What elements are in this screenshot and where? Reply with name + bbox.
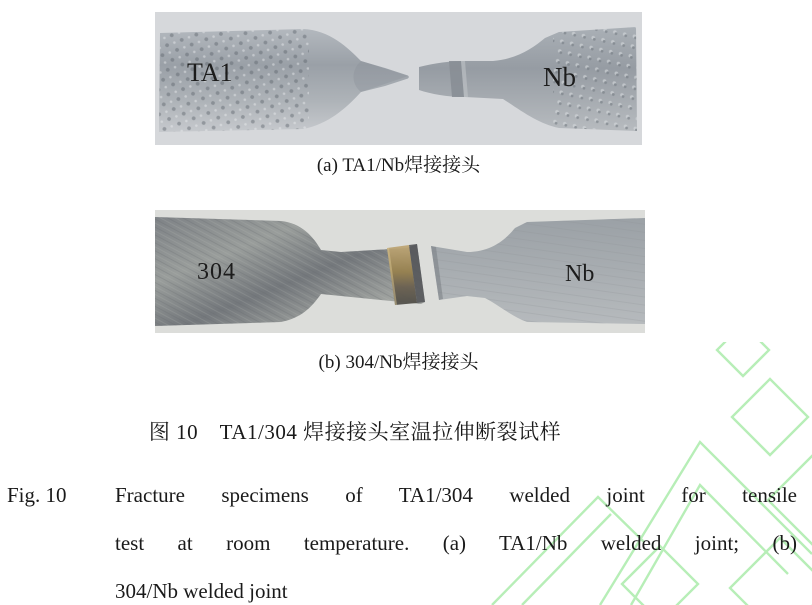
specimen-b-right-piece bbox=[431, 216, 645, 328]
subcaption-b: (b) 304/Nb焊接接头 bbox=[318, 352, 479, 373]
specimen-label-ta1: TA1 bbox=[187, 58, 233, 87]
subcaption-a: (a) TA1/Nb焊接接头 bbox=[316, 155, 481, 176]
decoration-diamond-2 bbox=[717, 342, 769, 376]
specimen-label-304: 304 bbox=[197, 259, 236, 285]
specimen-label-nb-b: Nb bbox=[565, 261, 595, 287]
figure-caption-en bbox=[7, 471, 797, 605]
figure-caption-zh: 图 10 TA1/304 焊接接头室温拉伸断裂试样 bbox=[148, 420, 562, 444]
caption-en-line-3: 304/Nb welded joint bbox=[115, 579, 288, 603]
photo-panel-b bbox=[155, 210, 645, 333]
caption-en-line-1 bbox=[7, 471, 797, 519]
specimen-a-right-piece bbox=[419, 26, 639, 132]
caption-en-line-1-text: Fracture specimens of TA1/304 welded joint for tensile bbox=[115, 483, 797, 507]
specimen-label-nb-a: Nb bbox=[543, 62, 576, 92]
caption-en-line-2: test at room temperature. (a) TA1/Nb welded joint; (b) bbox=[115, 531, 797, 555]
specimen-b-left-piece bbox=[155, 216, 425, 328]
photo-panel-a bbox=[155, 12, 642, 145]
decoration-diamond-1 bbox=[732, 379, 808, 455]
caption-en-prefix: Fig. 10 bbox=[7, 483, 67, 507]
